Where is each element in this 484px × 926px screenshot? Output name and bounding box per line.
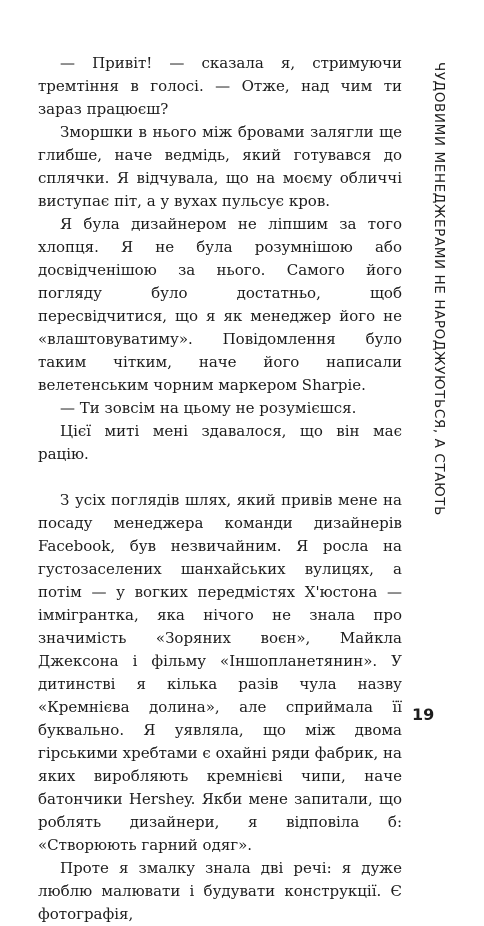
- paragraph-moment: Цієї миті мені здавалося, що він має рацію.: [38, 422, 402, 463]
- paragraph-designer: Я була дизайнером не ліпшим за того хлопця. Я не була розумнішою або досвідченішою за нього. Самого його погляду було достатньо, щоб пересвідчитися, що я як менеджер його не «влаштовуватиму». Повідомлення було таким чітким, наче його написали велетенським чорним маркером Sharpie.: [38, 215, 402, 394]
- running-head: ЧУДОВИМИ МЕНЕДЖЕРАМИ НЕ НАРОДЖУЮТЬСЯ, А СТАЮТЬ: [431, 62, 447, 516]
- paragraph-path: З усіх поглядів шлях, який привів мене на посаду менеджера команди дизайнерів Facebook, був незвичайним. Я росла на густозаселених шанхайських вулицях, а потім — у вогких передмістях Х'юстона — іммігрантка, яка нічого не знала про значимість «Зоряних воєн», Майкла Джексона і фільму «Іншопланетянин». У дитинстві я кілька разів чула назву «Кремнієва долина», але сприймала її буквально. Я уявляла, що між двома гірськими хребтами є охайні ряди фабрик, на яких виробляють кремнієві чипи, наче батончики Hershey. Якби мене запитали, що роблять дизайнери, я відповіла б: «Створюють гарний одяг».: [38, 491, 402, 854]
- paragraph-reply: — Ти зовсім на цьому не розумієшся.: [60, 399, 357, 417]
- paragraph-greeting: — Привіт! — сказала я, стримуючи тремтіння в голосі. — Отже, над чим ти зараз працюєш?: [38, 54, 402, 118]
- paragraph-two-things: Проте я змалку знала дві речі: я дуже люблю малювати і будувати конструкції. Є фотографія,: [38, 859, 402, 923]
- paragraph-wrinkles: Зморшки в нього між бровами залягли ще глибше, наче ведмідь, який готувався до сплячки. Я відчувала, що на моєму обличчі виступає піт, а у вухах пульсує кров.: [38, 123, 402, 210]
- body-text: [38, 52, 402, 926]
- page-number: 19: [412, 705, 435, 724]
